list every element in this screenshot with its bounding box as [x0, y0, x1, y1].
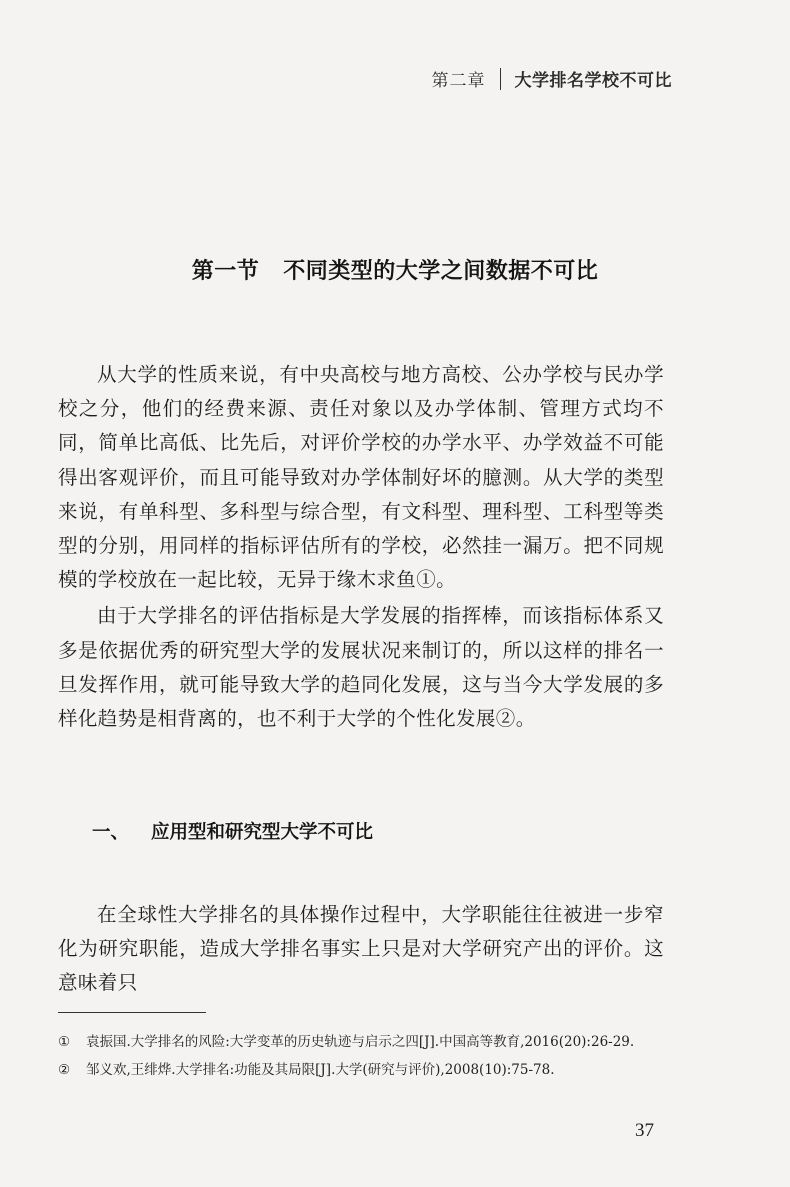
- paragraph: 从大学的性质来说，有中央高校与地方高校、公办学校与民办学校之分，他们的经费来源、责任对象以及办学体制、管理方式均不同，简单比高低、比先后，对评价学校的办学水平、办学效益不可能得出客观评价，而且可能导致对办学体制好坏的臆测。从大学的类型来说，有单科型、多科型与综合型，有文科型、理科型、工科型等类型的分别，用同样的指标评估所有的学校，必然挂一漏万。把不同规模的学校放在一起比较，无异于缘木求鱼①。: [58, 363, 664, 592]
- footnote-item: [58, 1058, 668, 1082]
- paragraph: 在全球性大学排名的具体操作过程中，大学职能往往被进一步窄化为研究职能，造成大学排名事实上只是对大学研究产出的评价。这意味着只: [58, 903, 664, 995]
- subsection-heading: [92, 818, 373, 844]
- section-heading: [0, 254, 790, 285]
- subsection-number: 一、: [92, 822, 130, 843]
- footnote-marker: ②: [58, 1062, 71, 1078]
- footnotes: [58, 1030, 668, 1086]
- footnote-text: 邹义欢,王绯烨.大学排名:功能及其局限[J].大学(研究与评价),2008(10):75-78.: [86, 1062, 555, 1078]
- chapter-number: 第二章: [431, 71, 486, 91]
- chapter-title: 大学排名学校不可比: [514, 71, 672, 91]
- header-divider: [500, 68, 501, 90]
- body-text-block-1: [58, 358, 664, 736]
- footnote-divider: [58, 1012, 206, 1013]
- page-number: 37: [635, 1120, 654, 1141]
- subsection-title: 应用型和研究型大学不可比: [151, 822, 374, 843]
- paragraph: 由于大学排名的评估指标是大学发展的指挥棒，而该指标体系又多是依据优秀的研究型大学的发展状况来制订的，所以这样的排名一旦发挥作用，就可能导致大学的趋同化发展，这与当今大学发展的多样化趋势是相背离的，也不利于大学的个性化发展②。: [58, 604, 664, 731]
- footnote-item: [58, 1030, 668, 1054]
- section-number: 第一节: [191, 259, 260, 284]
- running-header: [432, 66, 673, 91]
- footnote-marker: ①: [58, 1034, 71, 1050]
- section-title: 不同类型的大学之间数据不可比: [283, 259, 599, 284]
- body-text-block-2: [58, 898, 664, 1001]
- footnote-text: 袁振国.大学排名的风险:大学变革的历史轨迹与启示之四[J].中国高等教育,2016(20):26-29.: [86, 1034, 635, 1050]
